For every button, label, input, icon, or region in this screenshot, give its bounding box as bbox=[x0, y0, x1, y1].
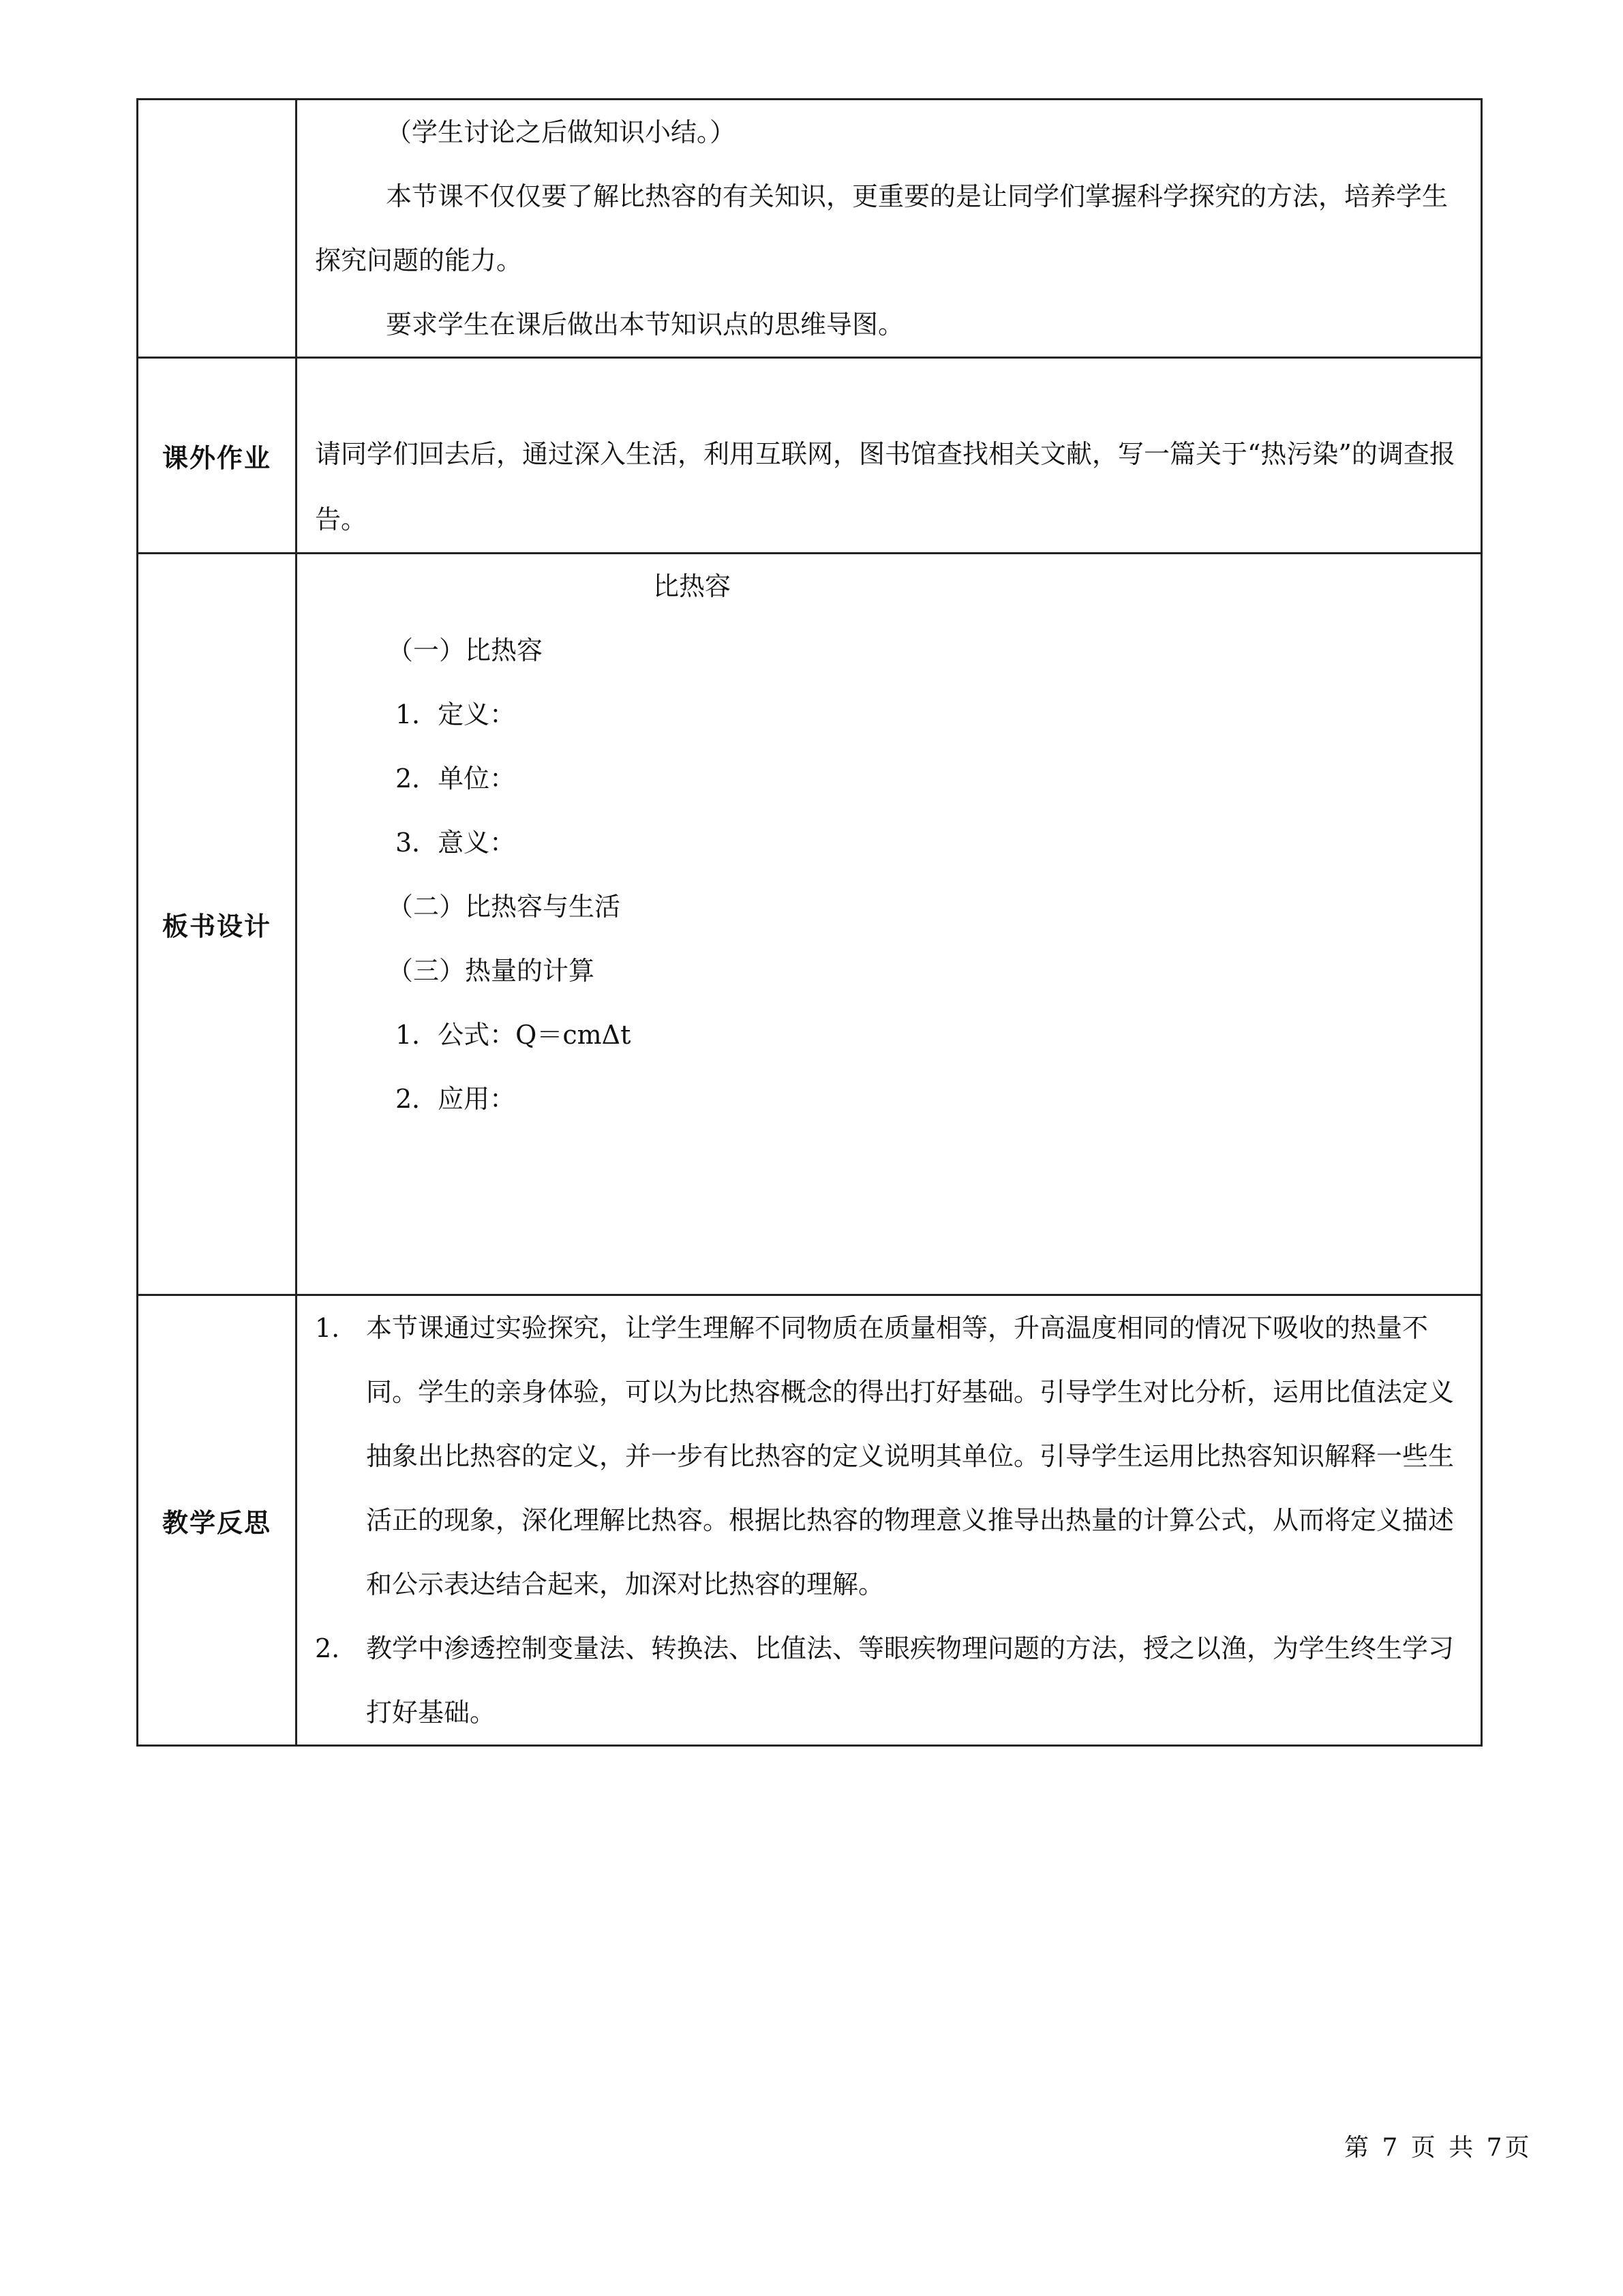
list-item bbox=[315, 1296, 1460, 1616]
page-footer: 第 7 页 共 7页 bbox=[1344, 2134, 1532, 2162]
list-item-number: 1. bbox=[315, 1313, 340, 1343]
board-item-application: 2．应用： bbox=[395, 1084, 516, 1114]
reflection-content bbox=[297, 1295, 1482, 1746]
table-row-summary bbox=[138, 100, 1482, 358]
homework-text: 请同学们回去后，通过深入生活，利用互联网，图书馆查找相关文献，写一篇关于“热污染”的调查报告。 bbox=[315, 439, 1455, 534]
board-design-content bbox=[297, 554, 1482, 1295]
list-item-text: 教学中渗透控制变量法、转换法、比值法、等眼疾物理问题的方法，授之以渔，为学生终生学习打好基础。 bbox=[366, 1633, 1455, 1727]
table-row-board-design bbox=[138, 554, 1482, 1295]
board-section-2: （二）比热容与生活 bbox=[387, 892, 621, 922]
board-item-definition: 1．定义： bbox=[395, 699, 516, 729]
list-item-number: 2. bbox=[315, 1633, 340, 1663]
summary-paragraph-1: （学生讨论之后做知识小结。） bbox=[386, 117, 736, 147]
list-item bbox=[315, 1616, 1460, 1744]
row-label-empty bbox=[138, 100, 297, 358]
lesson-plan-table bbox=[136, 98, 1483, 1747]
board-title: 比热容 bbox=[653, 571, 731, 601]
row-label-reflection: 教学反思 bbox=[138, 1295, 297, 1746]
board-item-formula: 1．公式：Q＝cmΔt bbox=[395, 1020, 631, 1050]
table-row-homework bbox=[138, 358, 1482, 554]
board-item-unit: 2．单位： bbox=[395, 764, 516, 794]
homework-content bbox=[297, 358, 1482, 554]
board-item-meaning: 3．意义： bbox=[395, 828, 516, 858]
summary-paragraph-3: 要求学生在课后做出本节知识点的思维导图。 bbox=[386, 309, 905, 339]
row-label-homework: 课外作业 bbox=[138, 358, 297, 554]
summary-content bbox=[297, 100, 1482, 358]
board-section-3: （三）热量的计算 bbox=[387, 956, 595, 986]
row-label-board-design: 板书设计 bbox=[138, 554, 297, 1295]
summary-paragraph-2: 本节课不仅仅要了解比热容的有关知识，更重要的是让同学们掌握科学探究的方法，培养学生探究问题的能力。 bbox=[315, 181, 1448, 275]
board-section-1: （一）比热容 bbox=[387, 635, 543, 665]
reflection-list bbox=[315, 1296, 1460, 1744]
table-row-reflection bbox=[138, 1295, 1482, 1746]
list-item-text: 本节课通过实验探究，让学生理解不同物质在质量相等，升高温度相同的情况下吸收的热量不同。学生的亲身体验，可以为比热容概念的得出打好基础。引导学生对比分析，运用比值法定义抽象出比热容的定义，并一步有比热容的定义说明其单位。引导学生运用比热容知识解释一些生活正的现象，深化理解比热容。根据比热容的物理意义推导出热量的计算公式，从而将定义描述和公示表达结合起来，加深对比热容的理解。 bbox=[366, 1313, 1455, 1599]
